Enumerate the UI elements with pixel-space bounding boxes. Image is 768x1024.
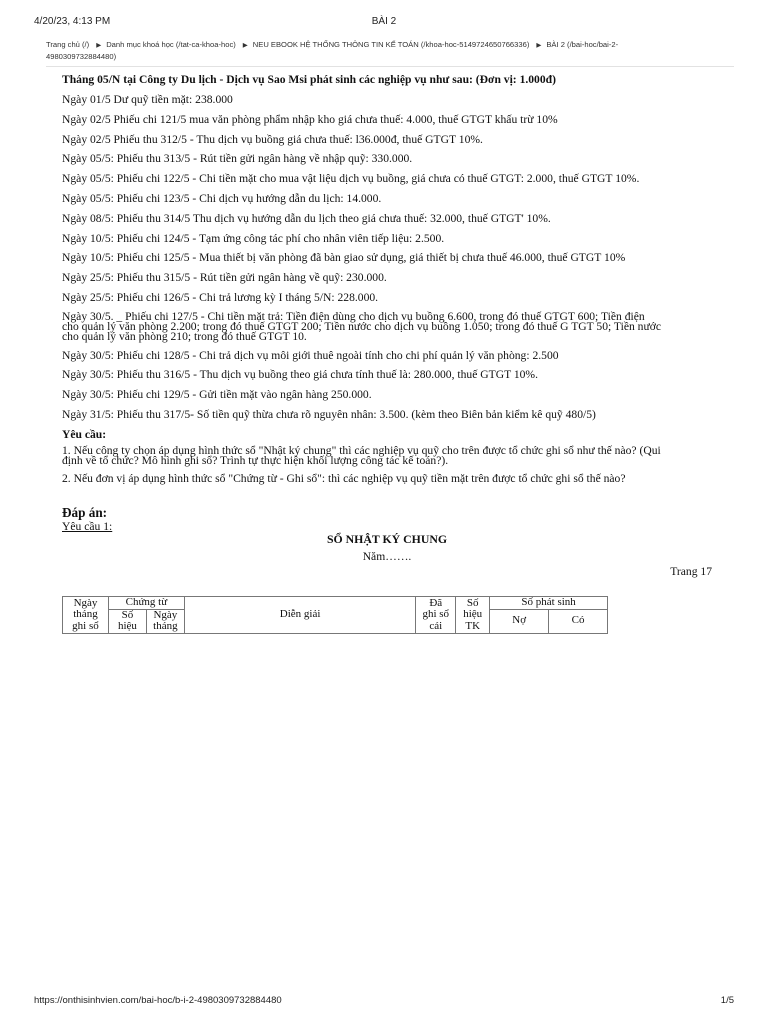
transaction-multiline-part: cho quản lý văn phòng 2.200; trong đó thuế GTGT 200; Tiền nước cho dịch vụ buồng 1.050; trong đó thuế G TGT 50; Tiền nước <box>62 320 662 334</box>
general-journal-table <box>62 596 608 634</box>
requirement-2: 2. Nếu đơn vị áp dụng hình thức sổ "Chứng từ - Ghi sổ": thì các nghiệp vụ quỹ tiền mặt trên được tổ chức ghi sổ thế nào? <box>62 472 626 486</box>
print-header <box>34 16 734 30</box>
journal-page-number: Trang 17 <box>670 564 712 578</box>
journal-year: Năm……. <box>362 549 412 563</box>
breadcrumb-item-courses[interactable]: Danh mục khoá học (/tat-ca-khoa-hoc) <box>106 40 236 49</box>
col-amount: Số phát sinh <box>490 597 608 610</box>
answer-subtitle: Yêu cầu 1: <box>62 519 113 533</box>
divider <box>46 66 734 67</box>
transaction-line: Ngày 30/5: Phiếu chi 128/5 - Chi trả dịch vụ môi giới thuê ngoài tính cho chi phí quản lý văn phòng: 2.500 <box>62 348 559 362</box>
col-credit: Có <box>549 609 608 633</box>
breadcrumb-item-home[interactable]: Trang chủ (/) <box>46 40 90 49</box>
transaction-line: Ngày 30/5: Phiếu chi 129/5 - Gửi tiền mặt vào ngân hàng 250.000. <box>62 388 372 402</box>
col-debit: Nợ <box>490 609 549 633</box>
col-voucher: Chứng từ <box>108 597 184 610</box>
caret-right-icon: ▶ <box>96 42 102 49</box>
col-voucher-number: Số hiệu <box>108 609 146 633</box>
print-footer <box>34 995 734 1007</box>
col-voucher-date: Ngày tháng <box>146 609 184 633</box>
transaction-line: Ngày 10/5: Phiếu chi 125/5 - Mua thiết bị văn phòng đã bàn giao sử dụng, giá thiết bị chưa thuế 46.000, thuế GTGT 10% <box>62 251 626 265</box>
breadcrumb-item-lesson[interactable]: BÀI 2 (/bai-hoc/bai-2- <box>546 40 619 49</box>
page-url: https://onthisinhvien.com/bai-hoc/b-i-2-4980309732884480 <box>34 995 282 1006</box>
transaction-line: Ngày 01/5 Dư quỹ tiền mặt: 238.000 <box>62 93 233 106</box>
caret-right-icon: ▶ <box>536 42 542 49</box>
requirement-1-part: định về tổ chức? Mô hình ghi sổ? Trình tự thực hiện khối lượng công tác kế toán?). <box>62 454 449 468</box>
transaction-line: Ngày 25/5: Phiếu thu 315/5 - Rút tiền gửi ngân hàng về quỹ: 230.000. <box>62 271 387 285</box>
col-posted: Đã ghi sổ cái <box>416 597 456 634</box>
requirement-1 <box>62 444 712 467</box>
transaction-line: Ngày 02/5 Phiếu chi 121/5 mua văn phòng phẩm nhập kho giá chưa thuế: 4.000, thuế GTGT khấu trừ 10% <box>62 112 558 126</box>
col-record-date: Ngày tháng ghi sổ <box>63 597 109 634</box>
lesson-content <box>62 72 712 579</box>
print-page-title: BÀI 2 <box>371 16 397 27</box>
transaction-multiline-part: Ngày 30/5. _ Phiếu chi 127/5 - Chi tiền mặt trả: Tiền điện dùng cho dịch vụ buồng 6.600, trong đó thuế GTGT 600; Tiền điện <box>62 309 645 323</box>
breadcrumb <box>46 39 708 62</box>
transaction-line: Ngày 02/5 Phiếu thu 312/5 - Thu dịch vụ buồng giá chưa thuế: l36.000đ, thuế GTGT 10%. <box>62 132 483 146</box>
transaction-line: Ngày 25/5: Phiếu chi 126/5 - Chi trả lương kỳ I tháng 5/N: 228.000. <box>62 290 379 304</box>
transaction-line: Ngày 05/5: Phiếu chi 122/5 - Chi tiền mặt cho mua vật liệu dịch vụ buồng, giá chưa có thuế GTGT: 2.000, thuế GTGT 10%. <box>62 172 640 186</box>
journal-title: SỔ NHẬT KÝ CHUNG <box>326 531 448 546</box>
print-datetime: 4/20/23, 4:13 PM <box>34 16 111 27</box>
requirements-title: Yêu cầu: <box>62 427 107 441</box>
answer-title: Đáp án: <box>62 504 108 520</box>
exercise-heading: Tháng 05/N tại Công ty Du lịch - Dịch vụ Sao Msi phát sinh các nghiệp vụ như sau: (Đơn vị: 1.000đ) <box>62 73 556 86</box>
transaction-line: Ngày 30/5: Phiếu thu 316/5 - Thu dịch vụ buồng theo giá chưa tính thuế là: 280.000, thuế GTGT 10%. <box>62 368 538 382</box>
transaction-line: Ngày 10/5: Phiếu chi 124/5 - Tạm ứng công tác phí cho nhân viên tiếp liệu: 2.500. <box>62 231 445 245</box>
transaction-line: Ngày 05/5: Phiếu thu 313/5 - Rút tiền gửi ngân hàng về nhập quỹ: 330.000. <box>62 152 413 166</box>
transaction-line: Ngày 05/5: Phiếu chi 123/5 - Chi dịch vụ hướng dẫn du lịch: 14.000. <box>62 191 382 205</box>
col-account-number: Số hiệu TK <box>456 597 490 634</box>
transaction-line: Ngày 31/5: Phiếu thu 317/5- Số tiền quỹ thừa chưa rõ nguyên nhân: 3.500. (kèm theo Biên bản kiểm kê quỹ 480/5) <box>62 408 596 422</box>
breadcrumb-item-course[interactable]: NEU EBOOK HỆ THỐNG THÔNG TIN KẾ TOÁN (/khoa-hoc-5149724650766336) <box>252 40 530 49</box>
col-description: Diễn giải <box>184 597 415 634</box>
requirement-1-part: 1. Nếu công ty chọn áp dụng hình thức sổ "Nhật ký chung" thì các nghiệp vụ quỹ cho trên được tổ chức ghi sổ như thế nào? (Qui <box>62 443 661 457</box>
page-counter: 1/5 <box>720 995 734 1006</box>
table-header-row <box>63 597 608 610</box>
caret-right-icon: ▶ <box>242 42 248 49</box>
transaction-multiline <box>62 310 712 343</box>
transaction-multiline-part: cho quản lý văn phòng 210; trong đó thuế GTGT 10. <box>62 330 307 344</box>
transaction-line: Ngày 08/5: Phiếu thu 314/5 Thu dịch vụ hướng dẫn du lịch theo giá chưa thuế: 32.000, thuế GTGT' 10%. <box>62 211 551 225</box>
breadcrumb-item-lesson-continuation[interactable]: 4980309732884480) <box>46 52 117 61</box>
